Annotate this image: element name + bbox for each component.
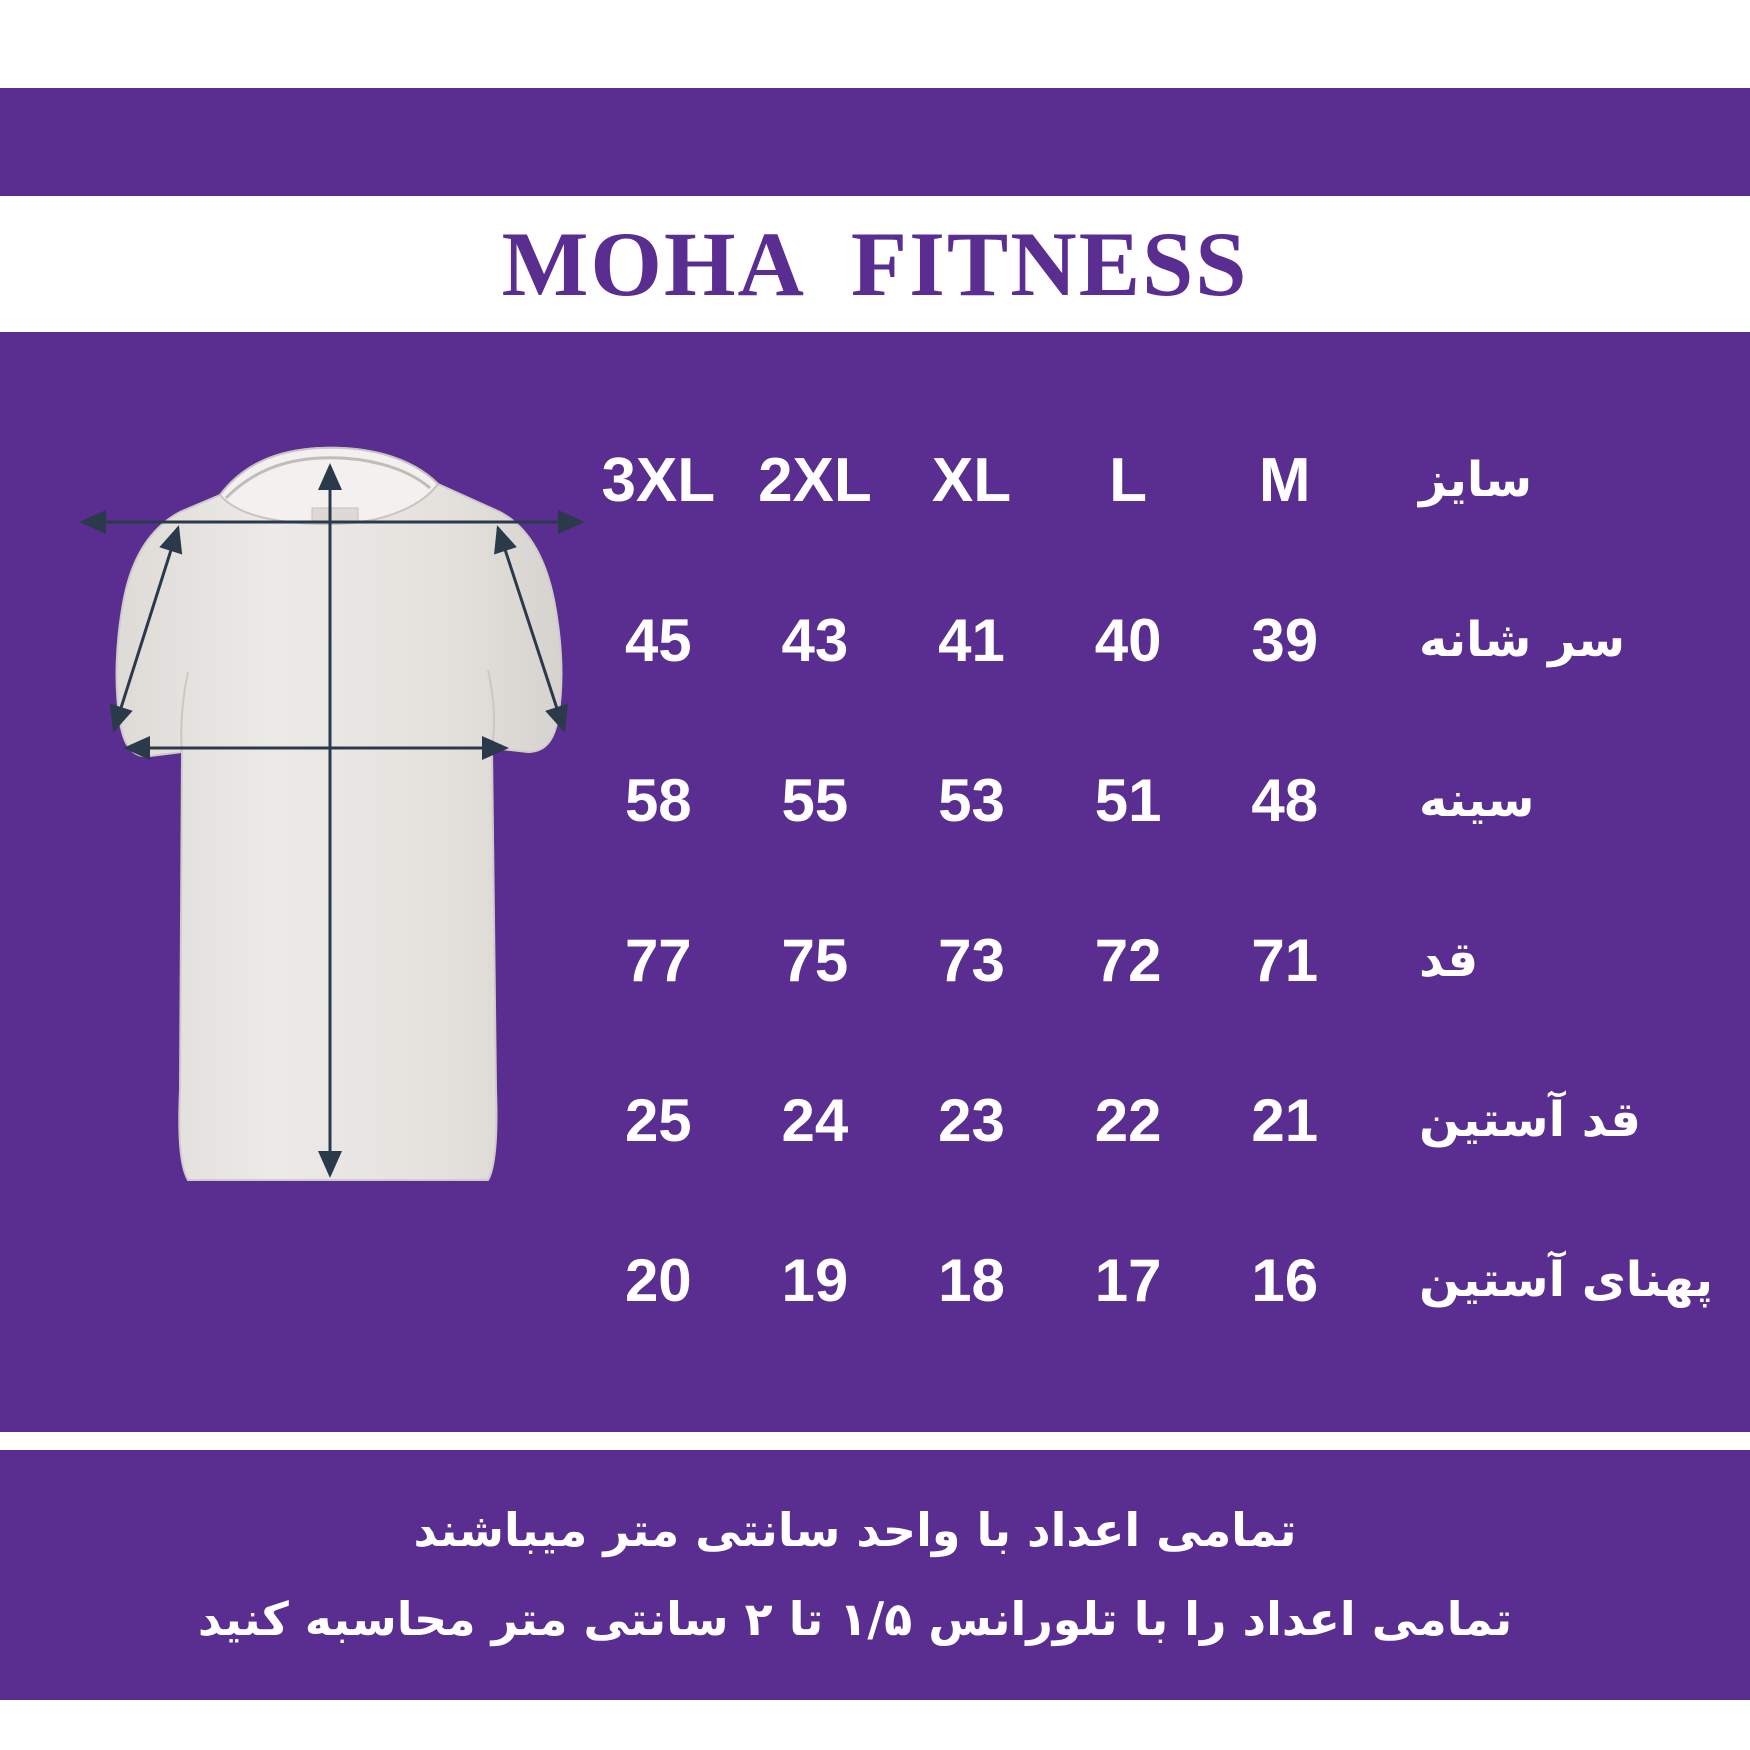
row-label-length: قد [1419, 932, 1479, 988]
cell-length-xl: 73 [938, 926, 1005, 994]
header-size-label: سایز [1419, 452, 1533, 508]
cell-sleeve-length-xl: 23 [938, 1086, 1005, 1154]
cell-chest-2xl: 55 [781, 766, 849, 834]
table-row [580, 1200, 1720, 1360]
cell-sleeve-width-l: 17 [1094, 1246, 1162, 1314]
cell-sleeve-width-m: 16 [1251, 1246, 1319, 1314]
cell-length-m: 71 [1251, 926, 1319, 994]
white-divider [0, 1432, 1750, 1450]
cell-shoulder-2xl: 43 [781, 606, 849, 674]
footer-note-units: تمامی اعداد با واحد سانتی متر میباشند [413, 1502, 1297, 1557]
cell-shoulder-3xl: 45 [624, 606, 692, 674]
title-band [0, 196, 1750, 332]
page-title: MOHA FITNESS [501, 213, 1249, 315]
row-label-chest: سینه [1419, 772, 1535, 828]
cell-sleeve-width-xl: 18 [938, 1246, 1005, 1314]
footer-notes [0, 1450, 1750, 1700]
cell-sleeve-length-2xl: 24 [781, 1086, 849, 1154]
cell-sleeve-length-l: 22 [1094, 1086, 1162, 1154]
tshirt-illustration [30, 400, 650, 1360]
table-row [580, 560, 1720, 720]
table-row [580, 720, 1720, 880]
cell-chest-l: 51 [1094, 766, 1162, 834]
header-size-l: L [1109, 445, 1148, 515]
cell-chest-3xl: 58 [624, 766, 692, 834]
tshirt-svg [30, 400, 650, 1360]
cell-length-2xl: 75 [781, 926, 849, 994]
row-label-sleeve-width: پهنای آستین [1419, 1252, 1714, 1308]
cell-chest-xl: 53 [938, 766, 1005, 834]
table-row [580, 880, 1720, 1040]
cell-sleeve-length-m: 21 [1251, 1086, 1319, 1154]
header-size-m: M [1258, 445, 1311, 515]
cell-chest-m: 48 [1251, 766, 1319, 834]
top-purple-bar [0, 88, 1750, 196]
footer-note-tolerance: تمامی اعداد را با تلورانس ۱/۵ تا ۲ سانتی متر محاسبه کنید [197, 1592, 1513, 1646]
cell-sleeve-width-2xl: 19 [781, 1246, 849, 1314]
table-row [580, 1040, 1720, 1200]
cell-length-l: 72 [1094, 926, 1162, 994]
header-size-3xl: 3XL [601, 445, 716, 515]
table-header-row [580, 400, 1720, 560]
cell-sleeve-length-3xl: 25 [624, 1086, 692, 1154]
row-label-shoulder: سر شانه [1419, 612, 1626, 668]
row-label-sleeve-length: قد آستین [1419, 1092, 1641, 1148]
size-table [580, 400, 1720, 1360]
cell-shoulder-m: 39 [1251, 606, 1319, 674]
header-size-2xl: 2XL [758, 445, 872, 515]
cell-shoulder-xl: 41 [938, 606, 1005, 674]
cell-sleeve-width-3xl: 20 [624, 1246, 692, 1314]
header-size-xl: XL [931, 445, 1012, 515]
cell-length-3xl: 77 [624, 926, 692, 994]
size-table-container [580, 400, 1720, 1360]
cell-shoulder-l: 40 [1094, 606, 1162, 674]
